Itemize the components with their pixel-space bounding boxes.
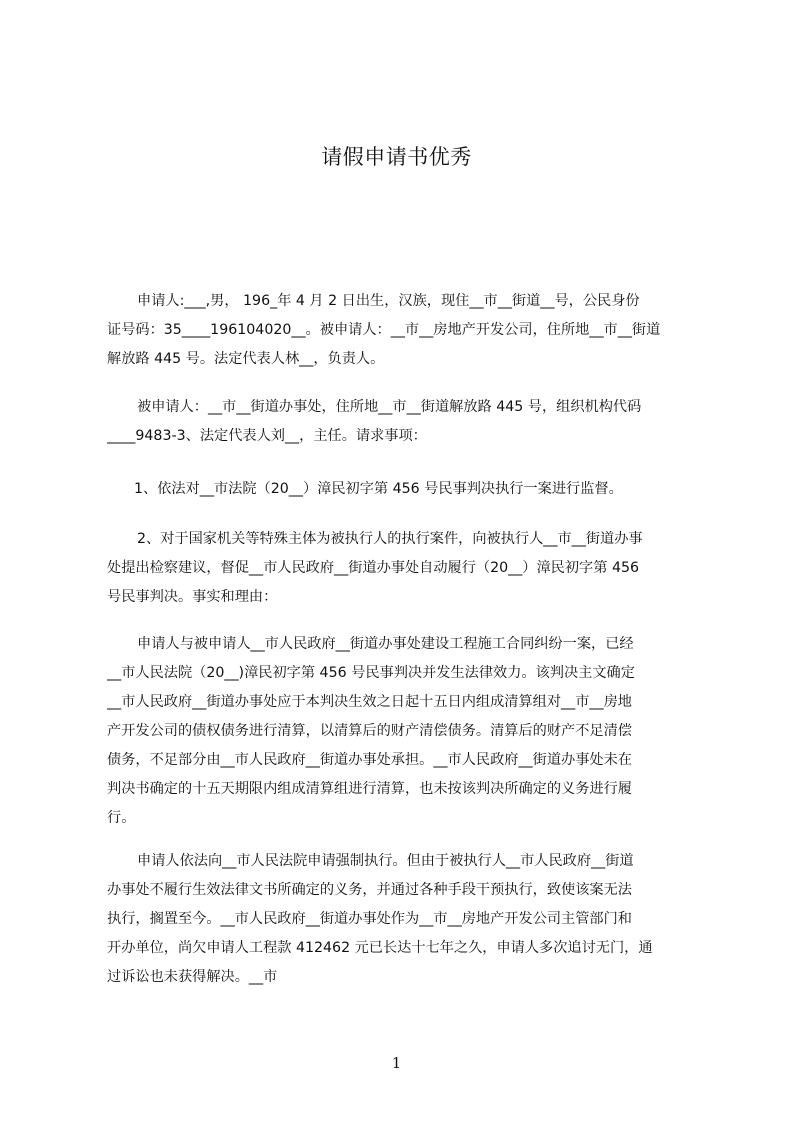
paragraph-request-1 <box>107 475 699 504</box>
text-line: 申请人与被申请人__市人民政府__街道办事处建设工程施工合同纠纷一案，已经 <box>137 636 634 652</box>
text-line: 开办单位，尚欠申请人工程款 412462 元已长达十七年之久，申请人多次追讨无门，通 <box>107 940 653 956</box>
paragraph-request-2 <box>107 525 699 612</box>
paragraph-applicant <box>107 287 699 374</box>
text-line: 过诉讼也未获得解决。__市 <box>107 969 278 985</box>
text-line: 2、对于国家机关等特殊主体为被执行人的执行案件，向被执行人__市__街道办事 <box>137 531 643 547</box>
text-line: 申请人:___,男， 196_年 4 月 2 日出生，汉族，现住__市__街道__号，公民身份 <box>137 293 640 309</box>
text-line: 解放路 445 号。法定代表人林__，负责人。 <box>107 351 385 367</box>
text-line: 被申请人：__市__街道办事处，住所地__市__街道解放路 445 号，组织机构代码 <box>137 399 642 415</box>
paragraph-execution <box>107 847 699 992</box>
text-line: 号民事判决。事实和理由： <box>107 589 278 605</box>
text-line: ____9483-3、法定代表人刘__，主任。请求事项： <box>107 428 427 444</box>
paragraph-respondent <box>107 393 699 451</box>
text-line: 产开发公司的债权债务进行清算，以清算后的财产清偿债务。清算后的财产不足清偿 <box>107 723 632 739</box>
text-line: 申请人依法向__市人民法院申请强制执行。但由于被执行人__市人民政府__街道 <box>137 853 634 869</box>
text-line: 行。 <box>107 810 136 826</box>
text-line: 1、依法对__市法院（20__）漳民初字第 456 号民事判决执行一案进行监督。 <box>134 481 623 497</box>
paragraph-facts <box>107 630 699 833</box>
page-number: 1 <box>391 1054 402 1072</box>
document-title: 请假申请书优秀 <box>321 145 472 169</box>
text-line: 债务，不足部分由__市人民政府__街道办事处承担。__市人民政府__街道办事处未在 <box>107 752 632 768</box>
text-line: 办事处不履行生效法律文书所确定的义务，并通过各种手段干预执行，致使该案无法 <box>107 882 632 898</box>
text-line: 处提出检察建议，督促__市人民政府__街道办事处自动履行（20__）漳民初字第 456 <box>107 560 640 576</box>
text-line: 判决书确定的十五天期限内组成清算组进行清算，也未按该判决所确定的义务进行履 <box>107 781 632 797</box>
text-line: 证号码：35____196104020__。被申请人：__市__房地产开发公司，住所地__市__街道 <box>107 322 661 338</box>
text-line: __市人民法院（20__)漳民初字第 456 号民事判决并发生法律效力。该判决主文确定 <box>107 665 635 681</box>
text-line: 执行，搁置至今。__市人民政府__街道办事处作为__市__房地产开发公司主管部门和 <box>107 911 632 927</box>
text-line: __市人民政府__街道办事处应于本判决生效之日起十五日内组成清算组对__市__房地 <box>107 694 632 710</box>
